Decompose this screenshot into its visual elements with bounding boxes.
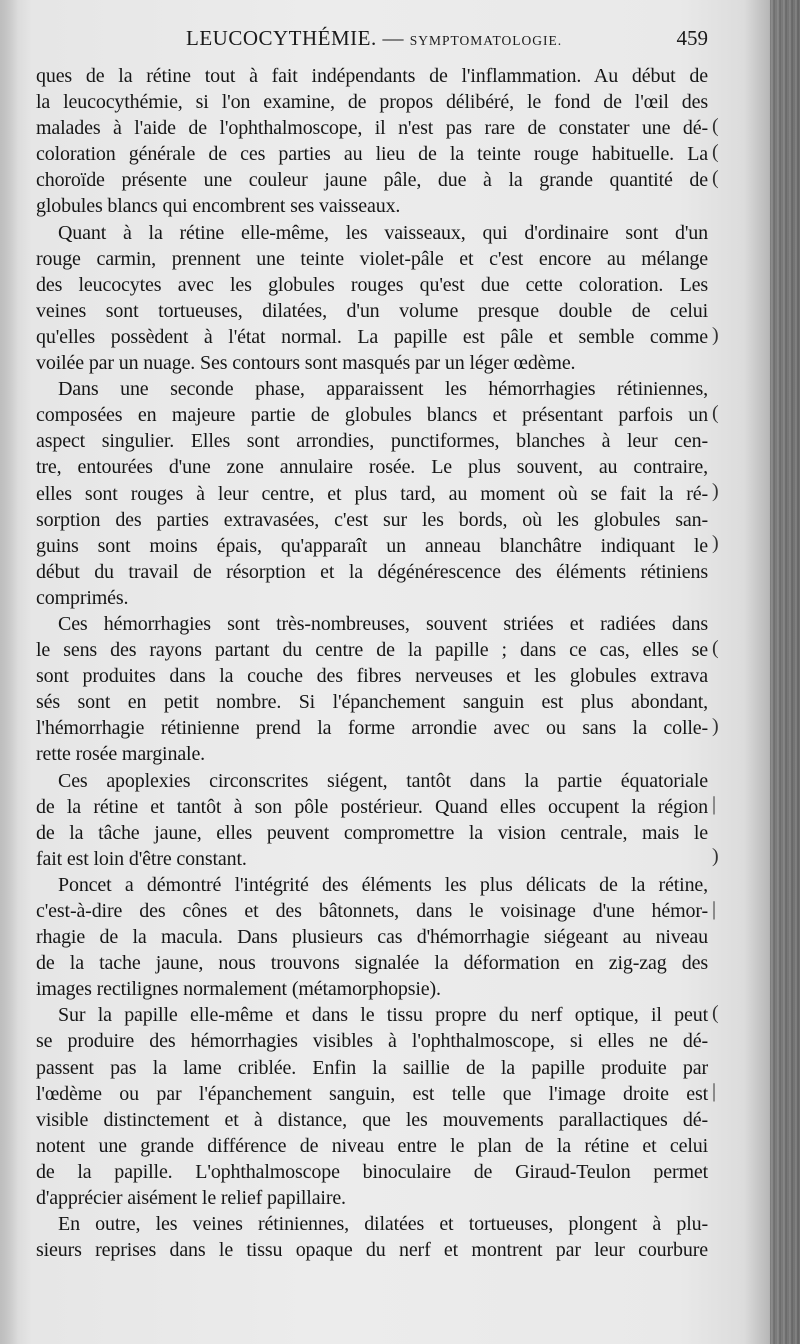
text-line: qu'elles possèdent à l'état normal. La papille est pâle et semble comme bbox=[36, 325, 708, 348]
text-line: de la tâche jaune, elles peuvent compromettre la vision centrale, mais le bbox=[36, 821, 708, 844]
text-line: l'œdème ou par l'épanchement sanguin, est telle que l'image droite est bbox=[36, 1082, 708, 1105]
page-number: 459 bbox=[676, 26, 708, 50]
text-line: sieurs reprises dans le tissu opaque du nerf et montrent par leur courbure bbox=[36, 1239, 708, 1262]
text-line: le sens des rayons partant du centre de la papille ; dans ce cas, elles se bbox=[36, 639, 708, 662]
text-line: rette rosée marginale. bbox=[36, 743, 206, 766]
margin-mark: | bbox=[712, 1080, 717, 1102]
text-line: composées en majeure partie de globules blancs et présentant parfois un bbox=[36, 404, 708, 427]
text-line: début du travail de résorption et la dégénérescence des éléments rétiniens bbox=[36, 560, 708, 583]
text-line: sont produites dans la couche des fibres nerveuses et les globules extrava bbox=[36, 665, 708, 688]
margin-mark: ) bbox=[712, 480, 719, 502]
margin-mark: | bbox=[712, 793, 717, 815]
text-line: Quant à la rétine elle-même, les vaisseaux, qui d'ordinaire sont d'un bbox=[58, 221, 708, 244]
text-line: images rectilignes normalement (métamorphopsie). bbox=[36, 978, 441, 1001]
text-line: de la papille. L'ophthalmoscope binoculaire de Giraud-Teulon permet bbox=[36, 1160, 708, 1183]
text-line: Ces hémorrhagies sont très-nombreuses, souvent striées et radiées dans bbox=[58, 612, 708, 635]
text-line: guins sont moins épais, qu'apparaît un anneau blanchâtre indiquant le bbox=[36, 534, 708, 557]
text-line: notent une grande différence de niveau entre le plan de la rétine et celui bbox=[36, 1134, 708, 1157]
text-line: passent pas la lame criblée. Enfin la saillie de la papille produite par bbox=[36, 1056, 708, 1079]
margin-mark: ) bbox=[712, 324, 719, 346]
margin-mark: ( bbox=[712, 637, 719, 659]
margin-mark: ) bbox=[712, 532, 719, 554]
text-line: Sur la papille elle-même et dans le tissu propre du nerf optique, il peut bbox=[58, 1004, 708, 1027]
text-line: globules blancs qui encombrent ses vaisseaux. bbox=[36, 195, 401, 218]
text-line: sés sont en petit nombre. Si l'épanchement sanguin est plus abondant, bbox=[36, 691, 708, 714]
page-gutter-shadow bbox=[0, 0, 18, 1344]
running-header bbox=[36, 26, 708, 54]
page-edge-stack bbox=[770, 0, 800, 1344]
text-line: voilée par un nuage. Ses contours sont masqués par un léger œdème. bbox=[36, 352, 576, 375]
margin-mark: ( bbox=[712, 1002, 719, 1024]
margin-mark: ( bbox=[712, 167, 719, 189]
text-line: visible distinctement et à distance, que les mouvements parallactiques dé- bbox=[36, 1108, 708, 1131]
running-title-sub: SYMPTOMATOLOGIE. bbox=[409, 33, 563, 48]
text-line: ques de la rétine tout à fait indépendants de l'inflammation. Au début de bbox=[36, 65, 708, 87]
text-line: Poncet a démontré l'intégrité des éléments les plus délicats de la rétine, bbox=[58, 873, 708, 896]
text-line: veines sont tortueuses, dilatées, d'un volume presque double de celui bbox=[36, 299, 708, 322]
text-line: se produire des hémorrhagies visibles à l'ophthalmoscope, si elles ne dé- bbox=[36, 1030, 708, 1053]
margin-mark: | bbox=[712, 898, 717, 920]
text-line: coloration générale de ces parties au lieu de la teinte rouge habituelle. La bbox=[36, 143, 708, 166]
text-line: choroïde présente une couleur jaune pâle, due à la grande quantité de bbox=[36, 169, 708, 192]
text-line: de la tache jaune, nous trouvons signalée la déformation en zig-zag des bbox=[36, 952, 708, 975]
margin-mark: ( bbox=[712, 402, 719, 424]
text-line: tre, entourées d'une zone annulaire rosée. Le plus souvent, au contraire, bbox=[36, 456, 708, 479]
text-line: malades à l'aide de l'ophthalmoscope, il n'est pas rare de constater une dé- bbox=[36, 117, 708, 140]
margin-mark: ( bbox=[712, 115, 719, 137]
body-text bbox=[36, 63, 708, 1263]
margin-mark: ) bbox=[712, 845, 719, 867]
text-line: fait est loin d'être constant. bbox=[36, 847, 247, 870]
margin-mark: ( bbox=[712, 141, 719, 163]
text-line: Dans une seconde phase, apparaissent les hémorrhagies rétiniennes, bbox=[58, 378, 708, 401]
text-line: l'hémorrhagie rétinienne prend la forme arrondie avec ou sans la colle- bbox=[36, 717, 708, 740]
text-line: rhagie de la macula. Dans plusieurs cas d'hémorrhagie siégeant au niveau bbox=[36, 926, 708, 949]
text-line: En outre, les veines rétiniennes, dilatées et tortueuses, plongent à plu- bbox=[58, 1213, 708, 1236]
text-line: rouge carmin, prennent une teinte violet-pâle et c'est encore au mélange bbox=[36, 247, 708, 270]
text-line: d'apprécier aisément le relief papillaire. bbox=[36, 1187, 346, 1210]
text-line: comprimés. bbox=[36, 586, 129, 609]
text-line: sorption des parties extravasées, c'est sur les bords, où les globules san- bbox=[36, 508, 708, 531]
text-line: des leucocytes avec les globules rouges qu'est due cette coloration. Les bbox=[36, 273, 708, 296]
text-line: Ces apoplexies circonscrites siégent, tantôt dans la partie équatoriale bbox=[58, 769, 708, 792]
text-line: la leucocythémie, si l'on examine, de propos délibéré, le fond de l'œil des bbox=[36, 91, 708, 114]
text-line: de la rétine et tantôt à son pôle postérieur. Quand elles occupent la région bbox=[36, 795, 708, 818]
running-title-main: LEUCOCYTHÉMIE. — bbox=[186, 26, 404, 50]
text-line: elles sont rouges à leur centre, et plus tard, au moment où se fait la ré- bbox=[36, 482, 708, 505]
running-title bbox=[186, 26, 562, 51]
text-line: aspect singulier. Elles sont arrondies, punctiformes, blanches à leur cen- bbox=[36, 430, 708, 453]
margin-mark: ) bbox=[712, 715, 719, 737]
text-line: c'est-à-dire des cônes et des bâtonnets, dans le voisinage d'une hémor- bbox=[36, 900, 708, 922]
